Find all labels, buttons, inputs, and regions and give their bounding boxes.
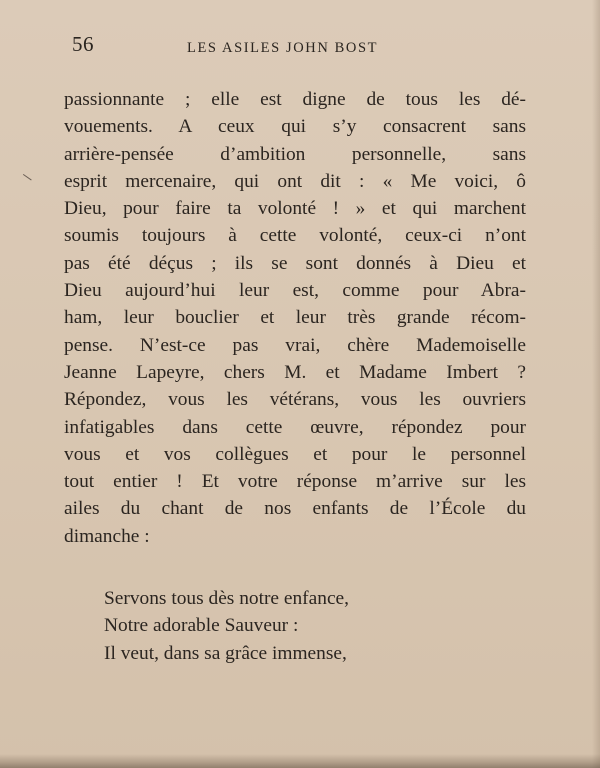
text-line: Répondez, vous les vétérans, vous les ouvriers <box>64 389 526 411</box>
verse-line: Servons tous dès notre enfance, <box>104 588 350 609</box>
margin-mark <box>18 174 31 187</box>
text-line: dimanche : <box>64 525 150 547</box>
text-line: vouements. A ceux qui s’y consacrent sans <box>64 116 526 138</box>
text-line: esprit mercenaire, qui ont dit : « Me voici, ô <box>64 170 526 192</box>
text-line: vous et vos collègues et pour le personnel <box>64 443 526 465</box>
page-edge-shadow <box>592 0 600 768</box>
text-line: ham, leur bouclier et leur très grande récom- <box>64 307 526 329</box>
verse-block <box>104 585 349 667</box>
page-bottom-edge <box>0 754 600 768</box>
text-line: pas été déçus ; ils se sont donnés à Dieu et <box>64 252 526 274</box>
text-line: soumis toujours à cette volonté, ceux-ci n’ont <box>64 225 526 247</box>
page-header <box>72 32 540 62</box>
page-number: 56 <box>72 32 94 56</box>
text-line: Jeanne Lapeyre, chers M. et Madame Imbert ? <box>64 361 526 383</box>
text-line: arrière-pensée d’ambition personnelle, sans <box>64 143 526 165</box>
running-title: LES ASILES JOHN BOST <box>187 40 379 56</box>
text-line: Dieu aujourd’hui leur est, comme pour Abra- <box>64 280 526 302</box>
verse-line: Il veut, dans sa grâce immense, <box>104 642 347 664</box>
text-line: passionnante ; elle est digne de tous les dé- <box>64 89 526 110</box>
prose-paragraph <box>64 86 526 550</box>
text-line: ailes du chant de nos enfants de l’École du <box>64 498 526 520</box>
verse-line: Notre adorable Sauveur : <box>104 615 299 637</box>
text-line: tout entier ! Et votre réponse m’arrive sur les <box>64 471 526 493</box>
text-line: Dieu, pour faire ta volonté ! » et qui marchent <box>64 198 526 220</box>
text-line: pense. N’est-ce pas vrai, chère Mademoiselle <box>64 334 526 356</box>
text-line: infatigables dans cette œuvre, répondez pour <box>64 416 526 438</box>
